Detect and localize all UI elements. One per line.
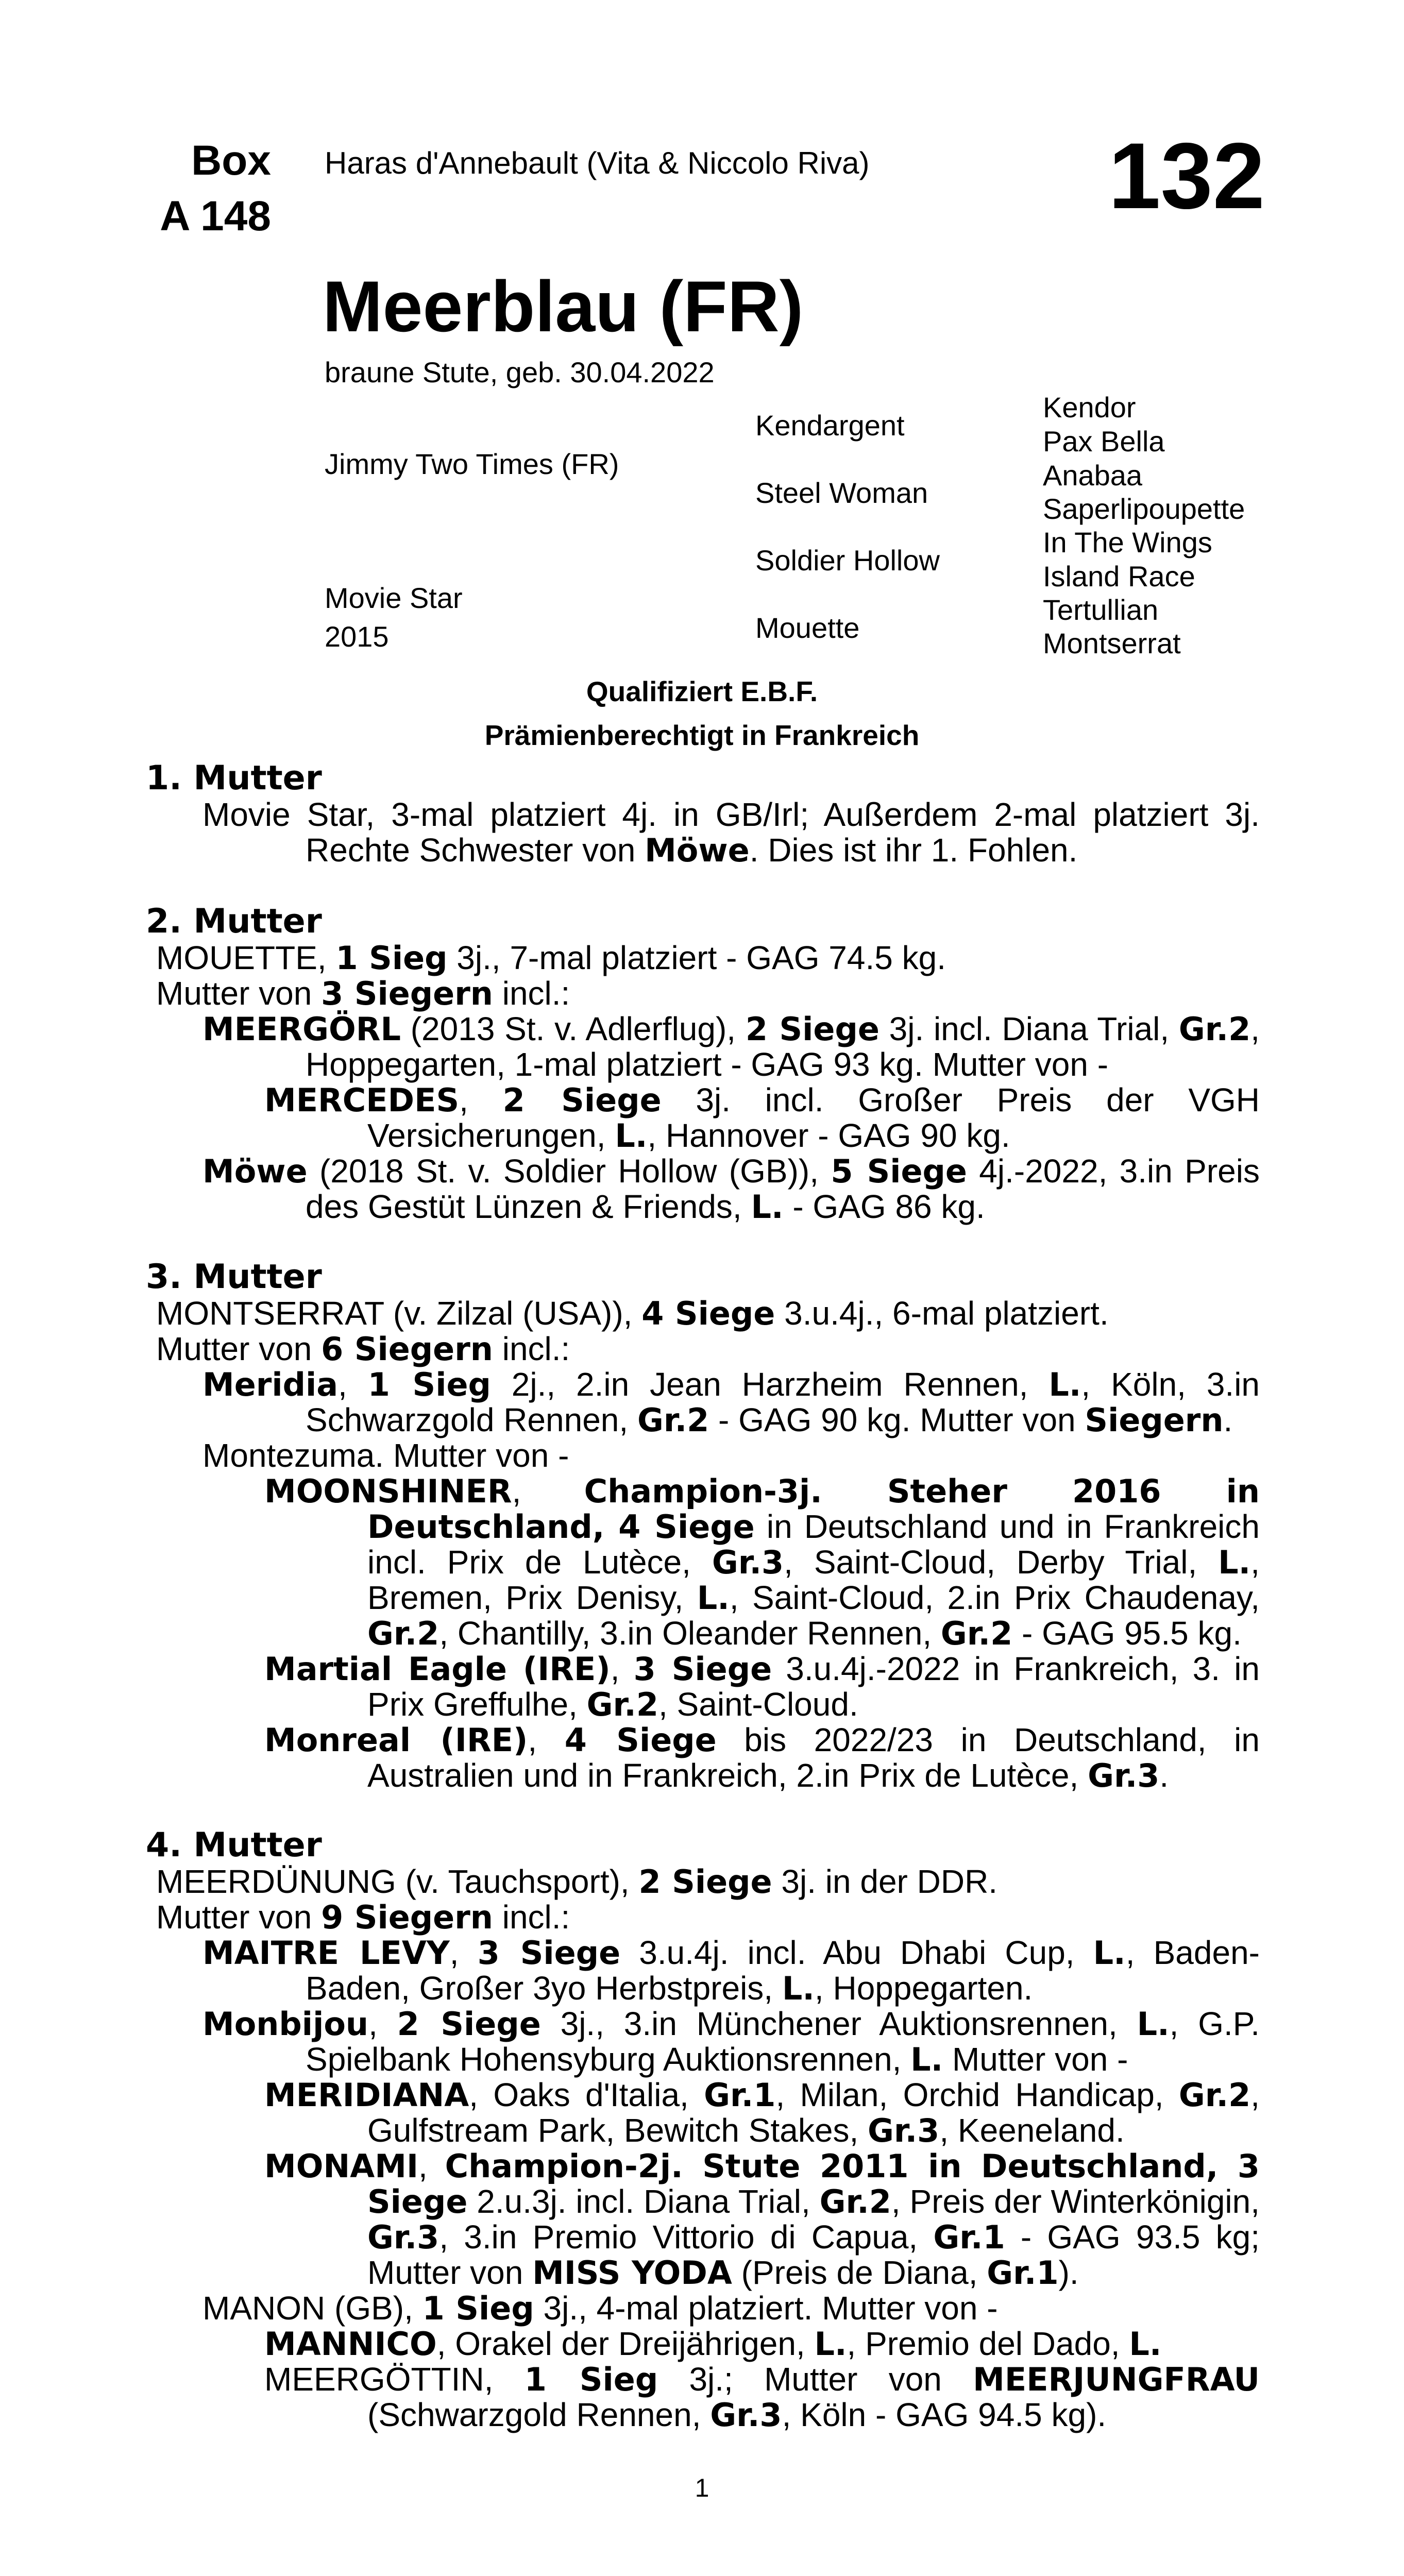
- offspring-entry: Meridia, 1 Sieg 2j., 2.in Jean Harzheim Rennen, L., Köln, 3.in Schwarzgold Rennen, Gr.2 - GAG 90 kg. Mutter von Siegern.: [202, 1366, 1260, 1439]
- offspring-entry: MANNICO, Orakel der Dreijährigen, L., Premio del Dado, L.: [264, 2325, 1162, 2363]
- dam-entry: MONTSERRAT (v. Zilzal (USA)), 4 Siege 3.u.4j., 6-mal platziert.: [156, 1295, 1109, 1332]
- pedigree-grandparent: Soldier Hollow: [755, 544, 940, 577]
- qualification-ebf: Qualifiziert E.B.F.: [586, 675, 818, 707]
- pedigree-great-grandparent: Pax Bella: [1043, 425, 1165, 457]
- offspring-entry: MANON (GB), 1 Sieg 3j., 4-mal platziert. Mutter von -: [202, 2290, 998, 2327]
- offspring-entry: MOONSHINER, Champion-3j. Steher 2016 in Deutschland, 4 Siege in Deutschland und in Frankreich incl. Prix de Lutèce, Gr.3, Saint-Cloud, Derby Trial, L., Bremen, Prix Denisy, L., Saint-Cloud, 2.in Prix Chaudenay, Gr.2, Chantilly, 3.in Oleander Rennen, Gr.2 - GAG 95.5 kg.: [264, 1472, 1260, 1652]
- section-mutter-3: [146, 1259, 1260, 1793]
- qualification-premium: Prämienberechtigt in Frankreich: [484, 719, 920, 751]
- pedigree-grandparent: Mouette: [755, 612, 860, 644]
- pedigree-great-grandparent: Saperlipoupette: [1043, 493, 1245, 525]
- offspring-entry: MERCEDES, 2 Siege 3j. incl. Großer Preis der VGH Versicherungen, L., Hannover - GAG 90 kg.: [264, 1081, 1260, 1155]
- box-label: Box: [191, 137, 271, 184]
- pedigree-grandparent: Kendargent: [755, 409, 905, 442]
- offspring-entry: MONAMI, Champion-2j. Stute 2011 in Deutschland, 3 Siege 2.u.3j. incl. Diana Trial, Gr.2, Preis der Winterkönigin, Gr.3, 3.in Premio Vittorio di Capua, Gr.1 - GAG 93.5 kg; Mutter von MISS YODA (Preis de Diana, Gr.1).: [264, 2147, 1260, 2292]
- section-mutter-2: [146, 903, 1260, 1225]
- offspring-intro: Mutter von 3 Siegern incl.:: [156, 975, 570, 1012]
- offspring-entry: Martial Eagle (IRE), 3 Siege 3.u.4j.-2022 in Frankreich, 3. in Prix Greffulhe, Gr.2, Saint-Cloud.: [264, 1650, 1260, 1723]
- offspring-entry: MERIDIANA, Oaks d'Italia, Gr.1, Milan, Orchid Handicap, Gr.2, Gulfstream Park, Bewitch Stakes, Gr.3, Keeneland.: [264, 2076, 1260, 2149]
- lot-number: 132: [1108, 123, 1265, 228]
- pedigree-dam-year: 2015: [325, 620, 389, 653]
- section-heading: 2. Mutter: [146, 902, 322, 941]
- pedigree-great-grandparent: In The Wings: [1043, 526, 1212, 558]
- section-heading: 3. Mutter: [146, 1258, 322, 1296]
- offspring-entry: Montezuma. Mutter von -: [202, 1437, 569, 1474]
- breeder: Haras d'Annebault (Vita & Niccolo Riva): [325, 146, 870, 180]
- offspring-entry: MAITRE LEVY, 3 Siege 3.u.4j. incl. Abu Dhabi Cup, L., Baden-Baden, Großer 3yo Herbstpreis, L., Hoppegarten.: [202, 1934, 1260, 2007]
- box-number: A 148: [160, 193, 271, 240]
- offspring-entry: Monbijou, 2 Siege 3j., 3.in Münchener Auktionsrennen, L., G.P. Spielbank Hohensyburg Auktionsrennen, L. Mutter von -: [202, 2005, 1260, 2078]
- pedigree-sire: Jimmy Two Times (FR): [325, 448, 619, 480]
- offspring-intro: Mutter von 6 Siegern incl.:: [156, 1330, 570, 1368]
- pedigree-great-grandparent: Anabaa: [1043, 459, 1143, 492]
- section-mutter-1: [146, 760, 1260, 868]
- pedigree-grandparent: Steel Woman: [755, 477, 928, 509]
- pedigree-great-grandparent: Kendor: [1043, 391, 1136, 423]
- horse-name: Meerblau (FR): [323, 266, 804, 347]
- offspring-intro: Mutter von 9 Siegern incl.:: [156, 1899, 570, 1936]
- offspring-entry: Möwe (2018 St. v. Soldier Hollow (GB)), 5 Siege 4j.-2022, 3.in Preis des Gestüt Lünzen & Friends, L. - GAG 86 kg.: [202, 1153, 1260, 1226]
- offspring-entry: Monreal (IRE), 4 Siege bis 2022/23 in Deutschland, in Australien und in Frankreich, 2.in Prix de Lutèce, Gr.3.: [264, 1721, 1260, 1794]
- pedigree-great-grandparent: Tertullian: [1043, 594, 1159, 626]
- section-heading: 1. Mutter: [146, 759, 322, 798]
- dam-entry: MOUETTE, 1 Sieg 3j., 7-mal platziert - GAG 74.5 kg.: [156, 939, 946, 977]
- offspring-entry: MEERGÖRL (2013 St. v. Adlerflug), 2 Siege 3j. incl. Diana Trial, Gr.2, Hoppegarten, 1-mal platziert - GAG 93 kg. Mutter von -: [202, 1010, 1260, 1083]
- section-heading: 4. Mutter: [146, 1826, 322, 1865]
- section-mutter-4: [146, 1827, 1260, 2433]
- dam-entry: Movie Star, 3-mal platziert 4j. in GB/Irl; Außerdem 2-mal platziert 3j. Rechte Schwester von Möwe. Dies ist ihr 1. Fohlen.: [202, 796, 1260, 869]
- offspring-entry: MEERGÖTTIN, 1 Sieg 3j.; Mutter von MEERJUNGFRAU (Schwarzgold Rennen, Gr.3, Köln - GAG 94.5 kg).: [264, 2361, 1260, 2434]
- pedigree-great-grandparent: Montserrat: [1043, 627, 1181, 659]
- pedigree-dam: Movie Star: [325, 582, 463, 614]
- page-number: 1: [695, 2473, 709, 2502]
- pedigree-great-grandparent: Island Race: [1043, 560, 1195, 592]
- horse-description: braune Stute, geb. 30.04.2022: [325, 356, 715, 388]
- dam-entry: MEERDÜNUNG (v. Tauchsport), 2 Siege 3j. in der DDR.: [156, 1863, 998, 1901]
